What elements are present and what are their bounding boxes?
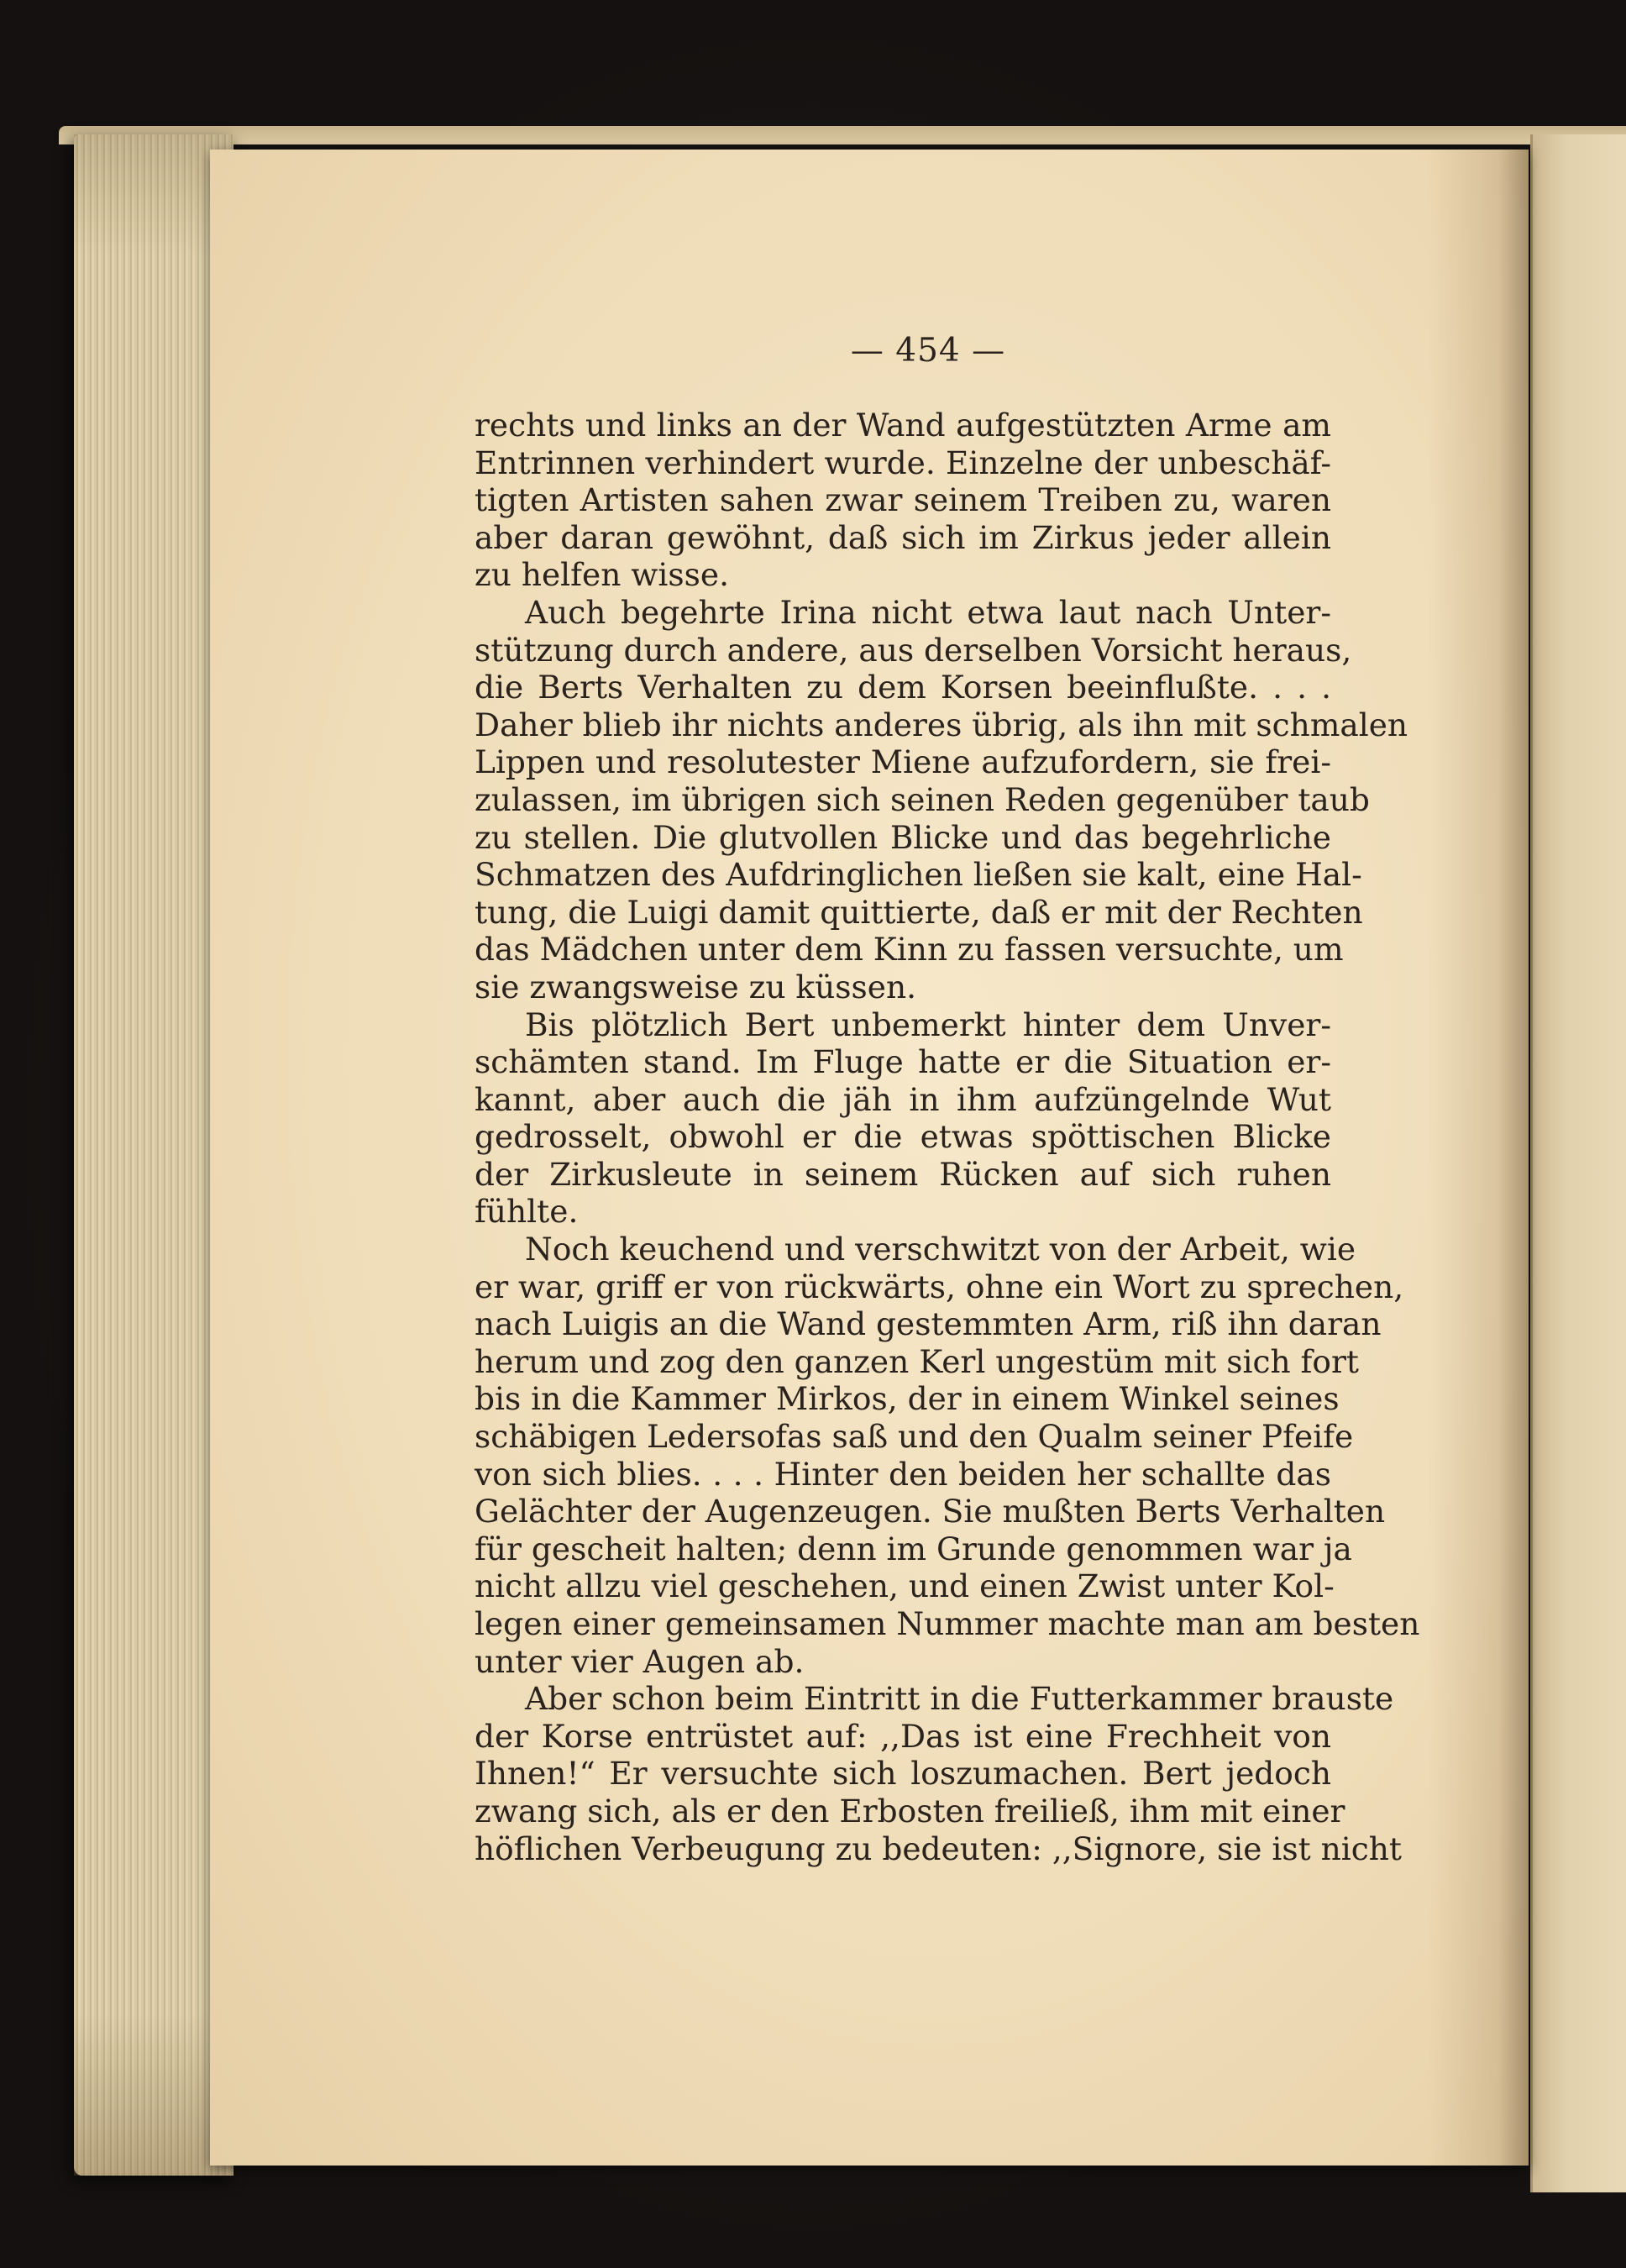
text-line: Aber schon beim Eintritt in die Futterkammer brauste — [525, 1680, 1394, 1718]
text-line: für gescheit halten; denn im Grunde genommen war ja — [475, 1530, 1352, 1567]
text-line: stützung durch andere, aus derselben Vorsicht heraus, — [475, 631, 1352, 669]
text-line: Schmatzen des Aufdringlichen ließen sie kalt, eine Hal- — [475, 856, 1362, 894]
text-line: schämten stand. Im Fluge hatte er die Situation er- — [475, 1043, 1331, 1081]
book-cover-edge — [59, 126, 1626, 144]
text-line: Bis plötzlich Bert unbemerkt hinter dem Unver- — [525, 1005, 1331, 1043]
facing-page — [1530, 134, 1626, 2192]
text-line: zwang sich, als er den Erbosten freiließ, ihm mit einer — [475, 1792, 1345, 1830]
text-line: herum und zog den ganzen Kerl ungestüm mit sich fort — [475, 1342, 1359, 1380]
text-line: rechts und links an der Wand aufgestützten Arme am — [475, 407, 1331, 444]
text-line: er war, griff er von rückwärts, ohne ein Wort zu sprechen, — [475, 1268, 1404, 1305]
text-line: gedrosselt, obwohl er die etwas spöttischen Blicke — [475, 1118, 1331, 1156]
text-line: das Mädchen unter dem Kinn zu fassen versuchte, um — [475, 931, 1344, 969]
text-line: tigten Artisten sahen zwar seinem Treiben zu, waren — [475, 481, 1331, 519]
text-line: der Korse entrüstet auf: ,,Das ist eine Frechheit von — [475, 1717, 1331, 1755]
text-line: zulassen, im übrigen sich seinen Reden gegenüber taub — [475, 780, 1370, 818]
paragraph — [475, 1680, 1402, 1867]
text-line: zu stellen. Die glutvollen Blicke und das begehrliche — [475, 818, 1331, 856]
text-line: schäbigen Ledersofas saß und den Qualm seiner Pfeife — [475, 1418, 1354, 1456]
paragraph — [475, 1006, 1331, 1231]
text-line: legen einer gemeinsamen Nummer machte man am besten — [475, 1605, 1420, 1642]
text-line: nach Luigis an die Wand gestemmten Arm, riß ihn daran — [475, 1305, 1382, 1343]
text-line: Auch begehrte Irina nicht etwa laut nach Unter- — [525, 593, 1331, 631]
text-line: Gelächter der Augenzeugen. Sie mußten Berts Verhalten — [475, 1493, 1386, 1530]
page-number: — 454 — — [850, 332, 1006, 370]
text-line: Noch keuchend und verschwitzt von der Arbeit, wie — [525, 1231, 1356, 1268]
text-line: sie zwangsweise zu küssen. — [475, 968, 917, 1005]
text-line: bis in die Kammer Mirkos, der in einem Winkel seines — [475, 1380, 1340, 1418]
text-line: höflichen Verbeugung zu bedeuten: ,,Signore, sie ist nicht — [475, 1830, 1402, 1867]
page-content — [475, 332, 1420, 1867]
text-line: kannt, aber auch die jäh in ihm aufzüngelnde Wut — [475, 1080, 1331, 1118]
text-line: fühlte. — [475, 1193, 579, 1231]
text-line: Entrinnen verhindert wurde. Einzelne der unbeschäf- — [475, 444, 1331, 481]
text-line: von sich blies. . . . Hinter den beiden her schallte das — [475, 1455, 1331, 1493]
text-body — [475, 407, 1420, 1867]
text-line: Ihnen!“ Er versuchte sich loszumachen. Bert jedoch — [475, 1755, 1331, 1793]
text-line: zu helfen wisse. — [475, 556, 730, 594]
text-line: unter vier Augen ab. — [475, 1642, 805, 1680]
binding-gutter — [1428, 150, 1529, 2166]
text-line: nicht allzu viel geschehen, und einen Zwist unter Kol- — [475, 1567, 1335, 1605]
text-line: Lippen und resolutester Miene aufzufordern, sie frei- — [475, 743, 1331, 781]
text-line: der Zirkusleute in seinem Rücken auf sich ruhen — [475, 1155, 1331, 1193]
paragraph — [475, 593, 1408, 1006]
text-line: Daher blieb ihr nichts anderes übrig, als ihn mit schmalen — [475, 706, 1408, 743]
text-line: die Berts Verhalten zu dem Korsen beeinflußte. . . . — [475, 669, 1331, 706]
text-line: tung, die Luigi damit quittierte, daß er mit der Rechten — [475, 893, 1363, 931]
text-line: aber daran gewöhnt, daß sich im Zirkus jeder allein — [475, 518, 1331, 556]
paragraph — [475, 1231, 1420, 1680]
paragraph — [475, 407, 1331, 594]
